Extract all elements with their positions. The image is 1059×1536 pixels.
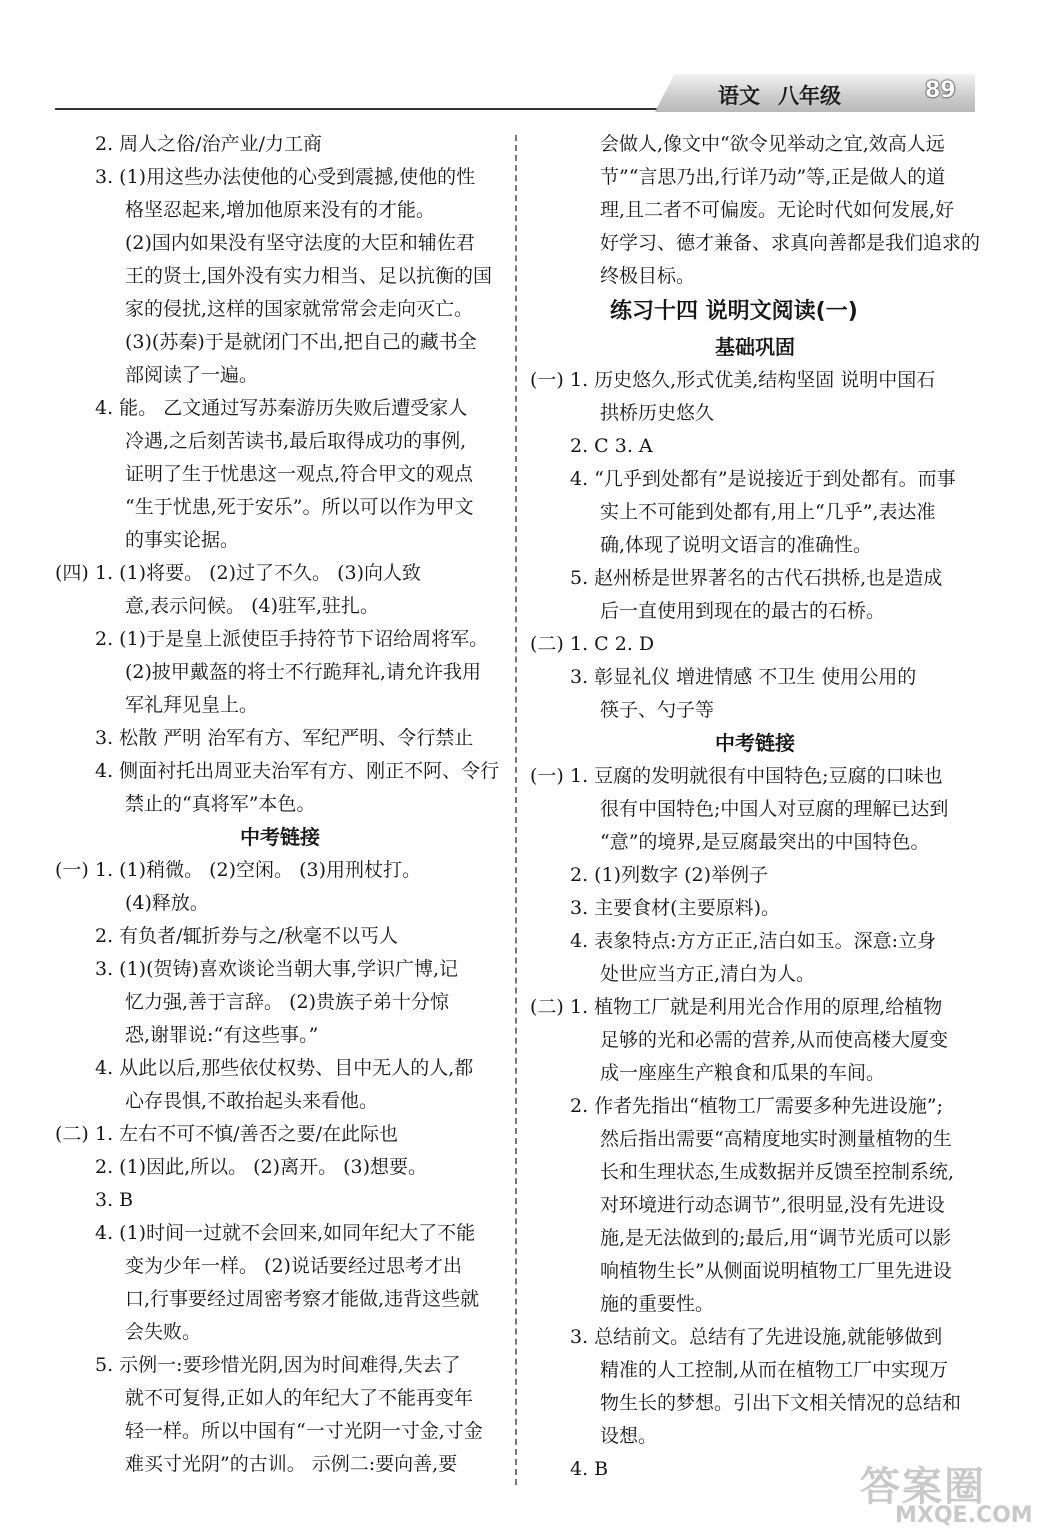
answer-line: [55, 1448, 505, 1481]
answer-text: 4. 表象特点:方方正正,洁白如玉。深意:立身: [570, 930, 937, 952]
answer-text: 意,表示问候。 (4)驻军,驻扎。: [125, 595, 380, 617]
section-heading: 基础巩固: [715, 335, 795, 359]
answer-text: 2. 周人之俗/治产业/力工商: [95, 133, 322, 155]
answer-text: 响植物生长”从侧面说明植物工厂里先进设: [600, 1260, 952, 1282]
answer-text: 筷子、勺子等: [600, 699, 715, 721]
answer-text: 的事实论据。: [125, 529, 240, 551]
answer-text: 王的贤士,国外没有实力相当、足以抗衡的国: [125, 265, 493, 287]
answer-line: [530, 1288, 980, 1321]
page-number: 89: [925, 78, 956, 103]
answer-text: 施的重要性。: [600, 1293, 715, 1315]
answer-text: 格坚忍起来,增加他原来没有的才能。: [125, 199, 436, 221]
answer-text: 5. 示例一:要珍惜光阴,因为时间难得,失去了: [95, 1354, 461, 1376]
answer-line: [530, 628, 980, 661]
answer-text: 家的侵扰,这样的国家就常常会走向灭亡。: [125, 298, 474, 320]
answer-line: [55, 1085, 505, 1118]
answer-text: 实上不可能到处都有,用上“几乎”,表达准: [600, 501, 936, 523]
answer-text: 就不可复得,正如人的年纪大了不能再变年: [125, 1387, 474, 1409]
answer-line: [530, 430, 980, 463]
answer-text: 部阅读了一遍。: [125, 364, 259, 386]
section-heading: 中考链接: [715, 731, 795, 755]
right-column: [530, 128, 980, 1486]
answer-line: [55, 722, 505, 755]
answer-line: [55, 656, 505, 689]
answer-text: 然后指出需要“高精度地实时测量植物的生: [600, 1128, 952, 1150]
answer-line: [55, 755, 505, 788]
answer-text: 1. 左右不可不慎/善否之要/在此际也: [95, 1123, 398, 1145]
header-grade: 八年级: [778, 84, 841, 108]
answer-text: 节”“言思乃出,行详乃动”等,正是做人的道: [600, 166, 946, 188]
answer-text: 4. 从此以后,那些依仗权势、目中无人的人,都: [95, 1057, 474, 1079]
answer-line: [55, 557, 505, 590]
answer-text: (2)披甲戴盔的将士不行跪拜礼,请允许我用: [125, 661, 481, 683]
answer-line: [530, 925, 980, 958]
section-label: (一): [530, 765, 564, 787]
answer-line: [55, 1118, 505, 1151]
answer-line: [530, 694, 980, 727]
answer-line: [55, 128, 505, 161]
answer-text: 证明了生于忧患这一观点,符合甲文的观点: [125, 463, 474, 485]
answer-line: [530, 463, 980, 496]
header-subject: 语文: [718, 84, 760, 108]
answer-line: [55, 1283, 505, 1316]
answer-text: 冷遇,之后刻苦读书,最后取得成功的事例,: [125, 430, 467, 452]
answer-text: 对环境进行动态调节”,很明显,没有先进设: [600, 1194, 945, 1216]
answer-line: [530, 793, 980, 826]
answer-line: [530, 529, 980, 562]
answer-text: 会做人,像文中“欲令见举动之宜,效高人远: [600, 133, 945, 155]
answer-line: [530, 1321, 980, 1354]
answer-text: 理,且二者不可偏废。无论时代如何发展,好: [600, 199, 955, 221]
answer-line: [55, 293, 505, 326]
watermark-url: MXQE.COM: [895, 1503, 1033, 1528]
answer-line: [55, 986, 505, 1019]
answer-text: 3. B: [95, 1189, 134, 1211]
answer-text: 3. (1)(贺铸)喜欢谈论当朝大事,学识广博,记: [95, 958, 458, 980]
answer-text: 1. (1)将要。 (2)过了不久。 (3)向人致: [95, 562, 421, 584]
answer-line: [530, 1354, 980, 1387]
answer-text: 口,行事要经过周密考察才能做,违背这些就: [125, 1288, 480, 1310]
watermark: [860, 1455, 1040, 1530]
answer-line: [55, 524, 505, 557]
answer-text: 1. 豆腐的发明就很有中国特色;豆腐的口味也: [570, 765, 943, 787]
column-divider: [515, 135, 517, 1485]
answer-line: [530, 1057, 980, 1090]
answer-line: [55, 689, 505, 722]
section-label: (二): [55, 1123, 89, 1145]
answer-line: [530, 1123, 980, 1156]
answer-line: [530, 128, 980, 161]
answer-text: 1. (1)稍微。 (2)空闲。 (3)用刑杖打。: [95, 859, 421, 881]
section-heading: 中考链接: [240, 825, 320, 849]
section-label: (四): [55, 562, 89, 584]
answer-line: [530, 760, 980, 793]
answer-line: [55, 1250, 505, 1283]
watermark-logo-text: 答案圈: [860, 1464, 986, 1510]
answer-text: (2)国内如果没有坚守法度的大臣和辅佐君: [125, 232, 475, 254]
section-label: (二): [530, 633, 564, 655]
answer-text: 5. 赵州桥是世界著名的古代石拱桥,也是造成: [570, 567, 943, 589]
answer-line: [530, 1090, 980, 1123]
answer-text: 足够的光和必需的营养,从而使高楼大厦变: [600, 1029, 949, 1051]
answer-line: [55, 590, 505, 623]
answer-line: [55, 1382, 505, 1415]
answer-text: 禁止的“真将军”本色。: [125, 793, 316, 815]
answer-line: [530, 364, 980, 397]
answer-line: [530, 958, 980, 991]
answer-line: [55, 359, 505, 392]
section-label: (二): [530, 996, 564, 1018]
answer-text: (3)(苏秦)于是就闭门不出,把自己的藏书全: [125, 331, 477, 353]
answer-line: [530, 991, 980, 1024]
exercise-title: 练习十四 说明文阅读(一): [610, 299, 858, 324]
answer-text: 2. 作者先指出“植物工厂需要多种先进设施”;: [570, 1095, 943, 1117]
answer-line: [55, 260, 505, 293]
section-label: (一): [55, 859, 89, 881]
left-column: [55, 128, 505, 1481]
answer-text: 精准的人工控制,从而在植物工厂中实现万: [600, 1359, 949, 1381]
answer-text: 4. (1)时间一过就不会回来,如同年纪大了不能: [95, 1222, 476, 1244]
answer-text: 物生长的梦想。引出下文相关情况的总结和: [600, 1392, 962, 1414]
answer-line: [530, 1255, 980, 1288]
answer-text: 施,是无法做到的;最后,用“调节光质可以影: [600, 1227, 952, 1249]
answer-line: [530, 227, 980, 260]
answer-line: [530, 496, 980, 529]
answer-line: [530, 892, 980, 925]
answer-line: [530, 595, 980, 628]
answer-line: [55, 920, 505, 953]
answer-line: [530, 397, 980, 430]
answer-text: 恐,谢罪说:“有这些事。”: [125, 1024, 319, 1046]
answer-text: 2. C 3. A: [570, 435, 653, 457]
answer-text: 难买寸光阴”的古训。 示例二:要向善,要: [125, 1453, 458, 1475]
answer-line: [530, 1222, 980, 1255]
answer-line: [55, 161, 505, 194]
answer-line: [55, 1184, 505, 1217]
answer-text: 3. 主要食材(主要原料)。: [570, 897, 780, 919]
answer-text: (4)释放。: [125, 892, 209, 914]
answer-text: 3. 彰显礼仪 增进情感 不卫生 使用公用的: [570, 666, 917, 688]
answer-text: 3. 松散 严明 治军有方、军纪严明、令行禁止: [95, 727, 474, 749]
answer-line: [530, 1387, 980, 1420]
answer-text: 4. B: [570, 1458, 609, 1480]
answer-line: [530, 260, 980, 293]
answer-text: “生于忧患,死于安乐”。所以可以作为甲文: [125, 496, 474, 518]
answer-line: [55, 491, 505, 524]
answer-line: [530, 826, 980, 859]
answer-text: 终极目标。: [600, 265, 696, 287]
answer-line: [530, 194, 980, 227]
answer-text: 3. (1)用这些办法使他的心受到震撼,使他的性: [95, 166, 476, 188]
answer-text: 长和生理状态,生成数据并反馈至控制系统,: [600, 1161, 955, 1183]
answer-text: 会失败。: [125, 1321, 202, 1343]
answer-line: [55, 1217, 505, 1250]
answer-line: [55, 326, 505, 359]
answer-text: 拱桥历史悠久: [600, 402, 715, 424]
answer-line: [55, 392, 505, 425]
section-label: (一): [530, 369, 564, 391]
answer-text: 很有中国特色;中国人对豆腐的理解已达到: [600, 798, 949, 820]
answer-line: [55, 1415, 505, 1448]
answer-line: [55, 854, 505, 887]
answer-line: [530, 859, 980, 892]
answer-text: 2. (1)于是皇上派使臣手持符节下诏给周将军。: [95, 628, 489, 650]
answer-text: 1. 历史悠久,形式优美,结构坚固 说明中国石: [570, 369, 936, 391]
answer-line: [530, 1024, 980, 1057]
answer-text: 3. 总结前文。总结有了先进设施,就能够做到: [570, 1326, 943, 1348]
answer-line: [530, 562, 980, 595]
answer-text: 心存畏惧,不敢抬起头来看他。: [125, 1090, 379, 1112]
answer-text: 后一直使用到现在的最古的石桥。: [600, 600, 886, 622]
answer-text: 1. 植物工厂就是利用光合作用的原理,给植物: [570, 996, 943, 1018]
answer-line: [55, 1019, 505, 1052]
answer-line: [55, 227, 505, 260]
answer-text: 轻一样。所以中国有“一寸光阴一寸金,寸金: [125, 1420, 483, 1442]
answer-line: [55, 1151, 505, 1184]
answer-text: 1. C 2. D: [570, 633, 655, 655]
answer-text: 4. 能。 乙文通过写苏秦游历失败后遭受家人: [95, 397, 468, 419]
answer-line: [530, 1420, 980, 1453]
answer-line: [530, 661, 980, 694]
answer-text: 军礼拜见皇上。: [125, 694, 259, 716]
answer-text: 忆力强,善于言辞。 (2)贵族子弟十分惊: [125, 991, 449, 1013]
answer-line: [530, 1156, 980, 1189]
answer-text: 好学习、德才兼备、求真向善都是我们追求的: [600, 232, 981, 254]
answer-line: [55, 1316, 505, 1349]
answer-line: [55, 788, 505, 821]
answer-line: [55, 1052, 505, 1085]
answer-text: 2. 有负者/辄折券与之/秋毫不以丐人: [95, 925, 398, 947]
answer-text: 4. “几乎到处都有”是说接近于到处都有。而事: [570, 468, 956, 490]
answer-line: [530, 161, 980, 194]
answer-text: 成一座座生产粮食和瓜果的车间。: [600, 1062, 886, 1084]
answer-line: [55, 194, 505, 227]
answer-line: [55, 1349, 505, 1382]
answer-line: [55, 887, 505, 920]
answer-text: 确,体现了说明文语言的准确性。: [600, 534, 873, 556]
answer-line: [55, 623, 505, 656]
answer-line: [530, 1189, 980, 1222]
answer-text: “意”的境界,是豆腐最突出的中国特色。: [600, 831, 930, 853]
answer-text: 2. (1)列数字 (2)举例子: [570, 864, 769, 886]
answer-text: 变为少年一样。 (2)说话要经过思考才出: [125, 1255, 462, 1277]
answer-text: 4. 侧面衬托出周亚夫治军有方、刚正不阿、令行: [95, 760, 500, 782]
answer-text: 设想。: [600, 1425, 658, 1447]
answer-text: 2. (1)因此,所以。 (2)离开。 (3)想要。: [95, 1156, 428, 1178]
answer-line: [55, 953, 505, 986]
answer-text: 处世应当方正,清白为人。: [600, 963, 816, 985]
answer-line: [55, 458, 505, 491]
answer-line: [55, 425, 505, 458]
